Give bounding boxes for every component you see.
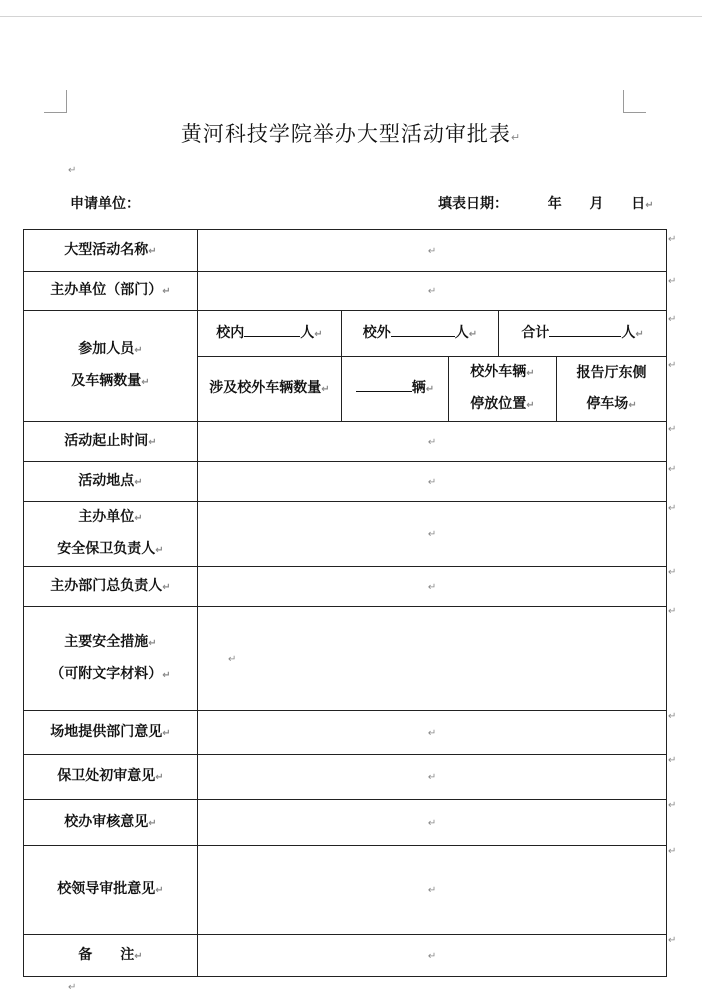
paragraph-mark-icon: ↵ — [668, 464, 677, 475]
margin-corner-top-left — [44, 90, 67, 113]
fill-date — [438, 193, 654, 213]
office-opinion-label: 校办审核意见↵ — [24, 800, 198, 846]
form-title-text: 黄河科技学院举办大型活动审批表 — [180, 122, 511, 146]
remarks-label: 备 注↵ — [24, 935, 198, 977]
paragraph-mark-icon: ↵ — [668, 276, 677, 287]
paragraph-mark-icon: ↵ — [668, 606, 677, 617]
paragraph-mark-icon: ↵ — [668, 846, 677, 857]
safety-measures-label: 主要安全措施↵ （可附文字材料）↵ — [24, 607, 198, 711]
remarks-field[interactable]: ↵ — [198, 935, 667, 977]
security-officer-label: 主办单位↵ 安全保卫负责人↵ — [24, 502, 198, 567]
host-unit-label: 主办单位（部门）↵ — [24, 272, 198, 311]
table-row — [24, 567, 667, 607]
paragraph-mark-icon: ↵ — [668, 314, 677, 325]
host-unit-field[interactable]: ↵ — [198, 272, 667, 311]
table-row — [24, 607, 667, 711]
year-label: 年 — [547, 196, 562, 212]
dept-head-field[interactable]: ↵ — [198, 567, 667, 607]
page-top-border — [0, 16, 702, 17]
activity-name-label: 大型活动名称↵ — [24, 230, 198, 272]
day-label: 日 — [631, 196, 646, 212]
table-row — [24, 502, 667, 567]
paragraph-mark-icon: ↵ — [668, 800, 677, 811]
approval-form-table — [23, 229, 667, 977]
parking-location-value: 报告厅东侧 停车场↵ — [557, 357, 667, 422]
parking-location-label: 校外车辆↵ 停放位置↵ — [449, 357, 557, 422]
security-office-opinion-field[interactable]: ↵ — [198, 755, 667, 800]
margin-corner-top-right — [623, 90, 646, 113]
vehicle-count-field[interactable]: 辆↵ — [342, 357, 449, 422]
paragraph-mark-icon: ↵ — [668, 755, 677, 766]
activity-time-field[interactable]: ↵ — [198, 422, 667, 462]
activity-time-label: 活动起止时间↵ — [24, 422, 198, 462]
fill-date-label: 填表日期： — [438, 196, 508, 212]
paragraph-mark-icon: ↵ — [668, 234, 677, 245]
month-label: 月 — [589, 196, 604, 212]
form-title — [0, 118, 702, 148]
table-row — [24, 846, 667, 935]
off-campus-count-field[interactable]: 校外 人↵ — [342, 311, 499, 357]
table-row — [24, 311, 667, 357]
applicant-unit-label: 申请单位： — [70, 196, 140, 212]
table-row — [24, 462, 667, 502]
activity-place-label: 活动地点↵ — [24, 462, 198, 502]
on-campus-count-field[interactable]: 校内 人↵ — [198, 311, 342, 357]
participants-label: 参加人员↵ 及车辆数量↵ — [24, 311, 198, 422]
paragraph-mark-icon: ↵ — [668, 567, 677, 578]
total-count-field[interactable]: 合计 人↵ — [499, 311, 667, 357]
table-row — [24, 422, 667, 462]
paragraph-mark-icon: ↵ — [668, 503, 677, 514]
office-opinion-field[interactable]: ↵ — [198, 800, 667, 846]
table-row — [24, 935, 667, 977]
security-officer-field[interactable]: ↵ — [198, 502, 667, 567]
paragraph-mark-icon: ↵ — [645, 200, 654, 211]
security-office-opinion-label: 保卫处初审意见↵ — [24, 755, 198, 800]
venue-opinion-field[interactable]: ↵ — [198, 711, 667, 755]
paragraph-mark-icon: ↵ — [68, 982, 77, 993]
table-row — [24, 272, 667, 311]
leader-opinion-label: 校领导审批意见↵ — [24, 846, 198, 935]
dept-head-label: 主办部门总负责人↵ — [24, 567, 198, 607]
leader-opinion-field[interactable]: ↵ — [198, 846, 667, 935]
paragraph-mark-icon: ↵ — [68, 165, 77, 176]
activity-name-field[interactable]: ↵ — [198, 230, 667, 272]
paragraph-mark-icon: ↵ — [668, 935, 677, 946]
table-row — [24, 755, 667, 800]
vehicle-count-label: 涉及校外车辆数量↵ — [198, 357, 342, 422]
paragraph-mark-icon: ↵ — [668, 711, 677, 722]
table-row — [24, 711, 667, 755]
activity-place-field[interactable]: ↵ — [198, 462, 667, 502]
venue-opinion-label: 场地提供部门意见↵ — [24, 711, 198, 755]
table-row — [24, 800, 667, 846]
table-row — [24, 230, 667, 272]
paragraph-mark-icon: ↵ — [668, 424, 677, 435]
paragraph-mark-icon: ↵ — [668, 360, 677, 371]
paragraph-mark-icon: ↵ — [510, 131, 522, 144]
safety-measures-field[interactable]: ↵ — [198, 607, 667, 711]
